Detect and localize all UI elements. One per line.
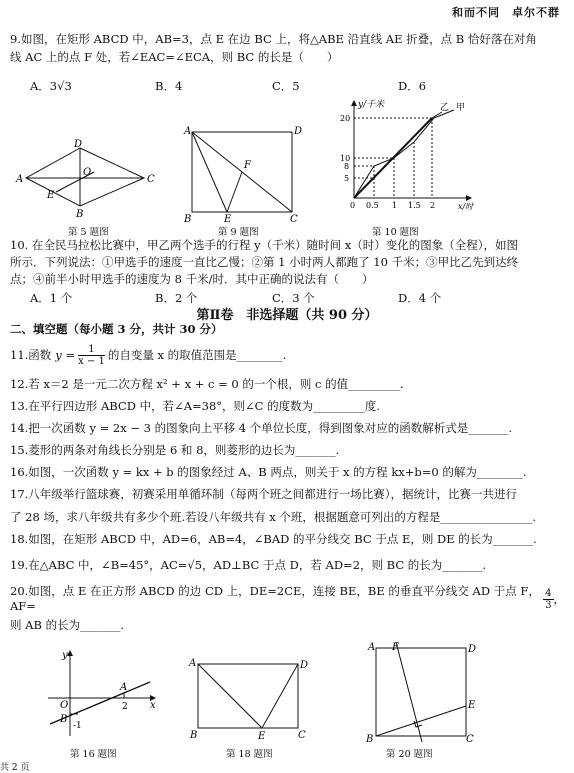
q10-line2: 所示．下列说法：①甲选手的速度一直比乙慢；②第 1 小时两人都跑了 10 千米；③甲比乙先到达终 <box>10 255 519 269</box>
fig9-label-a: A <box>184 126 192 137</box>
fig18-label-c: C <box>298 730 306 740</box>
page-footer: 共 2 页 <box>0 763 30 773</box>
q10-option-b: B．2 个 <box>155 291 198 305</box>
fig9-label-d: D <box>294 126 303 137</box>
q20-fraction-numerator: 4 <box>545 587 552 599</box>
q9-option-b: B．4 <box>155 79 183 93</box>
fig10-x-tick: 0 <box>350 201 356 210</box>
q11-prefix: 11.函数 <box>10 347 52 362</box>
q17-line1: 17.八年级举行篮球赛，初赛采用单循环制（每两个班之间都进行一场比赛），据统计，比赛一共进行 <box>10 487 518 501</box>
q20 <box>10 586 565 612</box>
fig16-caption: 第 16 题图 <box>70 749 117 760</box>
q15: 15.菱形的两条对角线长分别是 6 和 8，则菱形的边长为_______. <box>10 443 340 457</box>
fig5-label-e: E <box>47 190 55 201</box>
q9-option-d: D．6 <box>398 79 427 93</box>
fig9-caption: 第 9 题图 <box>218 227 259 238</box>
fig16-label-x: x <box>150 700 156 711</box>
fig18-label-a: A <box>189 658 197 669</box>
q11-fraction-denominator: x − 1 <box>78 355 105 367</box>
fig10-y-tick: 10 <box>340 154 351 163</box>
figure-20-square <box>362 640 484 744</box>
q13: 13.在平行四边形 ABCD 中，若∠A=38°，则∠C 的度数为_________度. <box>10 399 381 413</box>
fig20-label-f: F <box>392 642 399 653</box>
fig9-label-b: B <box>184 214 192 224</box>
q9-line2: 线 AC 上的点 F 处，若∠EAC=∠ECA，则 BC 的长是（ ） <box>10 50 339 64</box>
fig5-label-c: C <box>147 174 155 185</box>
fig10-x-tick: 0.5 <box>366 201 379 210</box>
q9-option-c: C．5 <box>272 79 300 93</box>
q11-y: y = <box>55 347 76 362</box>
q19: 19.在△ABC 中，∠B=45°，AC=√5，AD⊥BC 于点 D，若 AD=2，则 BC 的长为_______. <box>10 558 487 572</box>
fig20-label-e: E <box>468 700 476 711</box>
fig10-x-axis-label: x/时 <box>458 202 474 211</box>
q20-fraction <box>543 588 553 611</box>
fig18-label-b: B <box>190 730 198 740</box>
q10-line3: 点；④前半小时甲选手的速度为 8 千米/时．其中正确的说法有（ ） <box>10 272 374 286</box>
q20-line2: 则 AB 的长为_______. <box>10 618 124 632</box>
figure-9-rectangle <box>180 124 305 224</box>
fig9-label-e: E <box>224 214 232 224</box>
fig10-x-tick: 1.5 <box>408 201 421 210</box>
q18: 18.如图，在矩形 ABCD 中，AD=6，AB=4，∠BAD 的平分线交 BC 于点 E，则 DE 的长为_______. <box>10 532 537 546</box>
figure-18-rectangle <box>186 654 316 740</box>
q20-comma: ， <box>553 591 565 606</box>
q14: 14.把一次函数 y = 2x − 3 的图象向上平移 4 个单位长度，得到图象对应的函数解析式是_______. <box>10 421 513 435</box>
fig10-caption: 第 10 题图 <box>372 227 419 238</box>
q16: 16.如图，一次函数 y = kx + b 的图象经过 A、B 两点，则关于 x 的方程 kx+b=0 的解为________. <box>10 465 527 479</box>
header-motto: 和而不同 卓尔不群 <box>452 6 560 19</box>
fig20-label-a: A <box>368 642 376 653</box>
q10-option-c: C．3 个 <box>272 291 315 305</box>
fig20-caption: 第 20 题图 <box>386 749 433 760</box>
fig18-label-d: D <box>300 660 309 671</box>
fig16-label-a: A <box>120 682 128 693</box>
fig18-caption: 第 18 题图 <box>226 749 273 760</box>
q11 <box>10 342 565 368</box>
fig5-label-o: O <box>83 167 92 178</box>
q9-option-a: A．3√3 <box>30 79 72 93</box>
fig16-label-neg1: -1 <box>73 721 82 731</box>
fig10-y-tick: 5 <box>344 174 350 183</box>
q9-line1: 9.如图，在矩形 ABCD 中，AB=3，点 E 在边 BC 上，将△ABE 沿直线 AE 折叠，点 B 恰好落在对角 <box>10 32 537 46</box>
fig10-series-yi: 乙 <box>440 103 450 113</box>
figure-10-line-graph <box>328 98 478 220</box>
fig10-x-tick: 2 <box>430 201 436 210</box>
q11-fraction <box>78 344 105 367</box>
fig10-y-tick: 20 <box>340 114 351 123</box>
fig5-caption: 第 5 题图 <box>68 227 109 238</box>
figure-5-rhombus <box>14 138 164 218</box>
q17-line2: 了 28 场，求八年级共有多少个班.若设八年级共有 x 个班，根据题意可列出的方程是________________. <box>10 510 537 524</box>
fig16-label-o: O <box>60 700 69 711</box>
q12: 12.若 x＝2 是一元二次方程 x² + x + c = 0 的一个根，则 c 的值_________. <box>10 377 404 391</box>
q10-line1: 10. 在全民马拉松比赛中，甲乙两个选手的行程 y（千米）随时间 x（时）变化的图象（全程），如图 <box>10 238 518 252</box>
fig16-label-b: B <box>60 714 68 725</box>
fig20-label-c: C <box>466 734 474 744</box>
fig20-label-d: D <box>468 644 477 655</box>
fig9-label-f: F <box>244 160 251 171</box>
q20-text: 20.如图，点 E 在正方形 ABCD 的边 CD 上，DE=2CE，连接 BE，BE 的垂直平分线交 AD 于点 F，AF= <box>10 584 540 613</box>
fig18-label-e: E <box>258 731 266 740</box>
fig5-label-a: A <box>16 174 24 185</box>
fig16-label-2: 2 <box>122 702 128 712</box>
fig5-label-d: D <box>74 139 83 150</box>
section-fill-in-heading: 二、填空题（每小题 3 分，共计 30 分） <box>10 322 223 336</box>
fig10-y-axis-label: y/千米 <box>358 100 385 110</box>
fig16-label-y: y <box>62 650 68 661</box>
q10-option-d: D．4 个 <box>398 291 442 305</box>
fig9-label-c: C <box>290 214 298 224</box>
q10-option-a: A．1 个 <box>30 291 73 305</box>
fig20-label-b: B <box>366 734 374 744</box>
q11-suffix: 的自变量 x 的取值范围是________. <box>107 347 287 362</box>
fig5-label-b: B <box>76 209 84 218</box>
q11-fraction-numerator: 1 <box>78 344 105 356</box>
fig10-y-tick: 8 <box>344 162 350 171</box>
fig10-x-tick: 1 <box>392 201 398 210</box>
q20-fraction-denominator: 3 <box>545 599 552 611</box>
fig10-series-jia: 甲 <box>456 103 466 113</box>
figure-16-linear-function <box>40 646 160 738</box>
part2-title: 第Ⅱ卷 非选择题（共 90 分） <box>196 308 378 323</box>
